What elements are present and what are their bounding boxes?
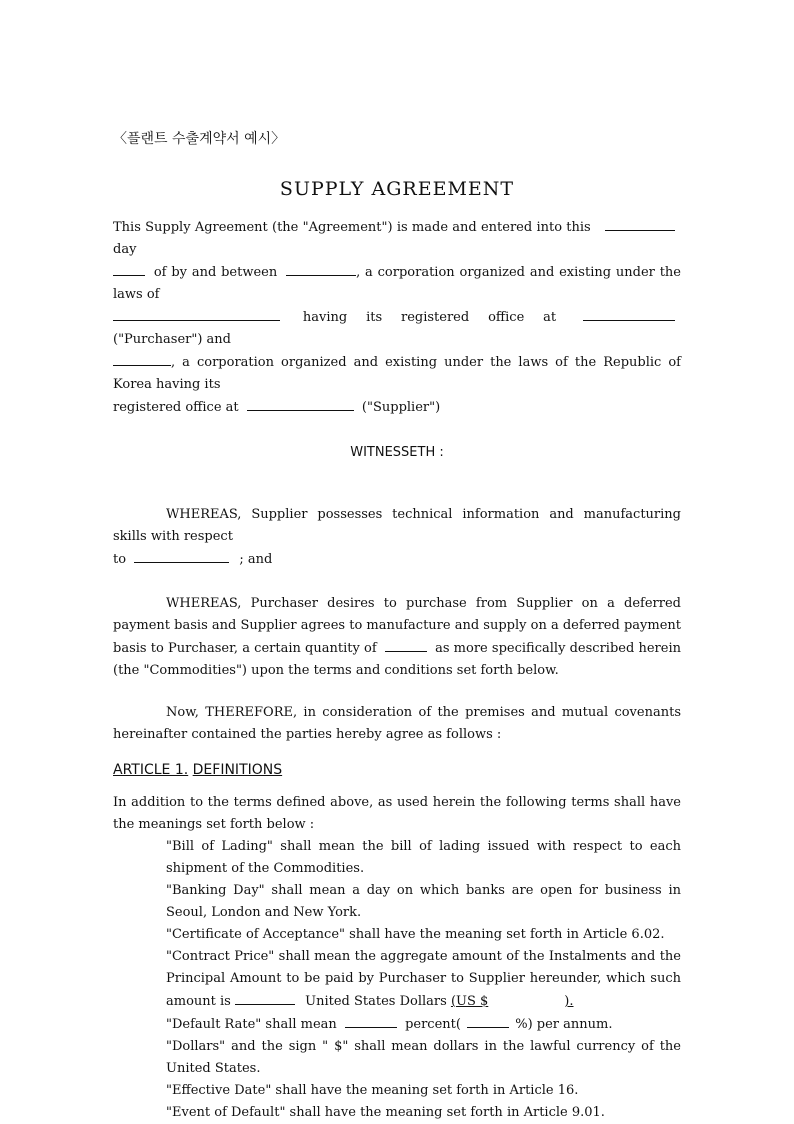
supplier-name-blank <box>113 351 171 366</box>
contract-price-figure: (US $ ). <box>450 994 574 1009</box>
definition-item: "Bill of Lading" shall mean the bill of lading issued with respect to each shipment of the Commodities. <box>166 839 681 876</box>
intro-text: having its registered office at <box>302 310 557 325</box>
whereas-clause-1 <box>113 504 681 571</box>
definition-text: %) per annum. <box>515 1017 613 1032</box>
therefore-text: Now, THEREFORE, in consideration of the premises and mutual covenants hereinafter contained the parties hereby agree as follows : <box>113 705 681 742</box>
definition-item: "Certificate of Acceptance" shall have the meaning set forth in Article 6.02. <box>166 927 665 942</box>
intro-paragraph <box>113 216 681 419</box>
definition-item <box>166 946 681 1013</box>
whereas-text: ; and <box>239 552 273 567</box>
default-rate-figure-blank <box>467 1013 509 1028</box>
definition-item: "Effective Date" shall have the meaning set forth in Article 16. <box>166 1083 579 1098</box>
intro-text: , a corporation organized and existing under the laws of the Republic of Korea having its <box>113 355 681 392</box>
whereas-clause-2 <box>113 593 681 682</box>
definitions-list <box>166 836 681 1124</box>
article-1-heading <box>113 762 681 778</box>
definition-text: US $ <box>456 994 489 1009</box>
intro-text: of by and between <box>153 265 278 280</box>
whereas-text: to <box>113 552 127 567</box>
technology-blank <box>134 548 229 563</box>
intro-text: ("Supplier") <box>361 400 441 415</box>
intro-text: day <box>113 242 137 257</box>
purchaser-office-blank <box>583 306 675 321</box>
document-title: SUPPLY AGREEMENT <box>279 178 515 200</box>
intro-text: registered office at <box>113 400 239 415</box>
definition-text: United States Dollars <box>305 994 447 1009</box>
definition-item: "Dollars" and the sign " $" shall mean dollars in the lawful currency of the United States. <box>166 1039 681 1076</box>
definition-item: "Event of Default" shall have the meaning set forth in Article 9.01. <box>166 1105 605 1120</box>
article-number: ARTICLE 1. <box>113 762 189 778</box>
therefore-clause <box>113 702 681 746</box>
document-label: 〈플랜트 수출계약서 예시〉 <box>113 131 286 147</box>
date-day-blank <box>605 216 675 231</box>
purchaser-jurisdiction-blank <box>113 306 280 321</box>
intro-text: This Supply Agreement (the "Agreement") is made and entered into this <box>113 220 591 235</box>
document-page <box>113 128 681 1124</box>
definitions-section <box>113 792 681 1124</box>
whereas-text: WHEREAS, Purchaser desires to purchase from Supplier on a deferred payment basis and Supplier agrees to manufacture and supply on a deferred payment basis to Purchaser, a certain quantity of <box>113 596 681 656</box>
definition-text: percent( <box>405 1017 461 1032</box>
whereas-text: WHEREAS, Supplier possesses technical information and manufacturing skills with respect <box>113 507 681 544</box>
intro-text: ("Purchaser") and <box>113 332 231 347</box>
definition-text: ). <box>564 994 574 1009</box>
purchaser-name-blank <box>286 261 356 276</box>
definition-text: "Contract Price" shall mean the aggregate amount of the Instalments and the Principal Amount to be paid by Purchaser to Supplier hereunder, which such amount is <box>166 949 681 1009</box>
default-rate-words-blank <box>345 1013 397 1028</box>
month-blank <box>113 261 145 276</box>
article-name: DEFINITIONS <box>192 762 283 778</box>
intro-text: , a corporation organized and existing under the laws of <box>113 265 681 302</box>
quantity-blank <box>385 637 427 652</box>
definitions-intro: In addition to the terms defined above, as used herein the following terms shall have the meanings set forth below : <box>113 795 681 832</box>
witnesseth-heading: WITNESSETH : <box>350 445 444 460</box>
contract-price-words-blank <box>235 990 295 1005</box>
definition-text: "Default Rate" shall mean <box>166 1017 337 1032</box>
definition-item <box>166 1013 681 1036</box>
whereas-text: as more specifically described herein (the "Commodities") upon the terms and conditions set forth below. <box>113 641 681 678</box>
definition-item: "Banking Day" shall mean a day on which banks are open for business in Seoul, London and New York. <box>166 883 681 920</box>
supplier-office-blank <box>247 396 354 411</box>
